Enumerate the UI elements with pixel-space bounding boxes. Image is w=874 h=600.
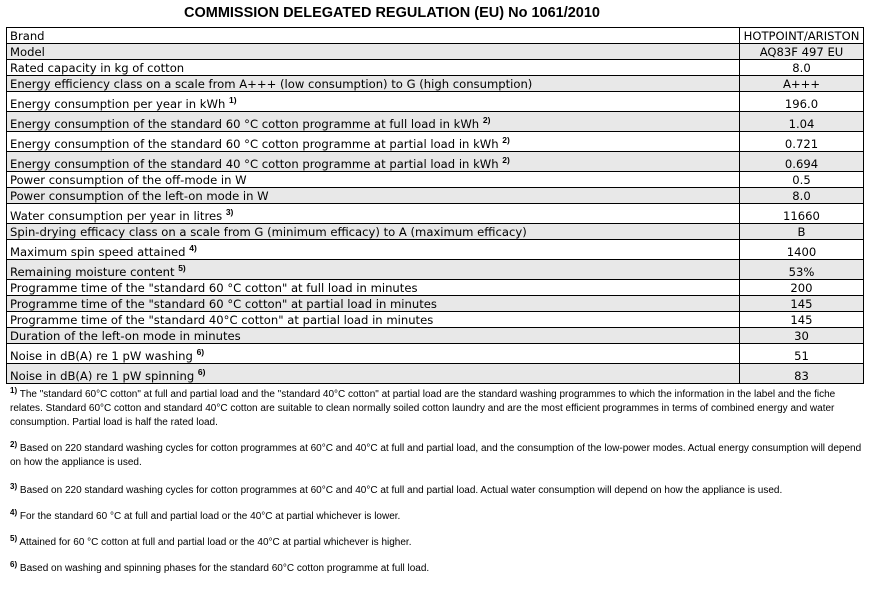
row-label-cell (7, 152, 740, 172)
row-label: Energy consumption of the standard 40 °C cotton programme at partial load in kWh (10, 157, 499, 171)
table-row (7, 60, 864, 76)
footnote (10, 484, 868, 498)
footnote-number: 1) (10, 386, 18, 395)
row-label: Energy consumption of the standard 60 °C cotton programme at partial load in kWh (10, 137, 499, 151)
table-row (7, 76, 864, 92)
row-label-cell (7, 280, 740, 296)
row-label: Programme time of the "standard 60 °C cotton" at full load in minutes (10, 281, 418, 295)
footnote (10, 562, 868, 576)
table-row (7, 240, 864, 260)
footnote-marker: 2) (482, 115, 491, 125)
row-label-cell (7, 260, 740, 280)
row-label-cell (7, 344, 740, 364)
row-label: Duration of the left-on mode in minutes (10, 329, 241, 343)
row-label: Rated capacity in kg of cotton (10, 61, 185, 75)
footnote (10, 388, 868, 430)
footnote-number: 5) (10, 534, 18, 543)
table-row (7, 312, 864, 328)
row-label-cell (7, 328, 740, 344)
footnote-text: Attained for 60 °C cotton at full and partial load or the 40°C at partial whichever is higher. (19, 537, 412, 548)
row-value: AQ83F 497 EU (740, 44, 864, 60)
table-row (7, 112, 864, 132)
row-value: 83 (740, 364, 864, 384)
row-label: Power consumption of the left-on mode in W (10, 189, 269, 203)
row-label-cell (7, 44, 740, 60)
row-label: Programme time of the "standard 60 °C cotton" at partial load in minutes (10, 297, 437, 311)
row-label: Noise in dB(A) re 1 pW spinning (10, 369, 195, 383)
table-row (7, 364, 864, 384)
row-label-cell (7, 296, 740, 312)
footnote (10, 442, 868, 470)
row-value: 53% (740, 260, 864, 280)
row-label-cell (7, 112, 740, 132)
row-value: HOTPOINT/ARISTON (740, 28, 864, 44)
footnote-text: Based on 220 standard washing cycles for cotton programmes at 60°C and 40°C at full and partial load. Actual water consumption will depend on how the appliance is used. (19, 485, 783, 496)
footnote-marker: 1) (229, 95, 237, 105)
row-value: 200 (740, 280, 864, 296)
footnote-text: For the standard 60 °C at full and partial load or the 40°C at partial whichever is lower. (19, 511, 401, 522)
row-label: Water consumption per year in litres (10, 209, 223, 223)
row-value: 0.694 (740, 152, 864, 172)
row-label-cell (7, 188, 740, 204)
table-row (7, 280, 864, 296)
footnote-marker: 2) (502, 155, 510, 165)
table-row (7, 260, 864, 280)
row-label: Energy efficiency class on a scale from A+++ (low consumption) to G (high consumption) (10, 77, 533, 91)
row-label: Power consumption of the off-mode in W (10, 173, 247, 187)
table-row (7, 296, 864, 312)
row-label-cell (7, 364, 740, 384)
row-label-cell (7, 224, 740, 240)
row-label-cell (7, 28, 740, 44)
footnote-number: 2) (10, 440, 18, 449)
footnote-text: The "standard 60°C cotton" at full and partial load and the "standard 40°C cotton" at partial load are the standard washing programmes to which the information in the label and the fiche relates. Standard 60°C cotton and standard 40°C cotton are suitable to clean normally soiled cotton laundry and are the most efficient programmes in terms of combined energy and water consumption. Partial load is half the rated load. (10, 389, 836, 428)
row-label: Programme time of the "standard 40°C cotton" at partial load in minutes (10, 313, 434, 327)
table-row (7, 344, 864, 364)
footnote-marker: 4) (189, 243, 197, 253)
row-label-cell (7, 132, 740, 152)
product-fiche-table (6, 27, 864, 384)
row-label-cell (7, 172, 740, 188)
row-value: A+++ (740, 76, 864, 92)
row-value: 8.0 (740, 60, 864, 76)
row-label-cell (7, 312, 740, 328)
footnote (10, 536, 868, 550)
footnote-marker: 2) (502, 135, 510, 145)
footnote-marker: 3) (225, 207, 234, 217)
row-value: 51 (740, 344, 864, 364)
table-row (7, 204, 864, 224)
row-label: Energy consumption of the standard 60 °C cotton programme at full load in kWh (10, 117, 480, 131)
row-value: 1400 (740, 240, 864, 260)
document-title: COMMISSION DELEGATED REGULATION (EU) No 1061/2010 (184, 5, 600, 21)
table-row (7, 188, 864, 204)
footnote-number: 6) (10, 560, 18, 569)
table-row (7, 132, 864, 152)
footnote-number: 4) (10, 508, 18, 517)
footnote-text: Based on washing and spinning phases for the standard 60°C cotton programme at full load. (19, 563, 430, 574)
footnote-marker: 6) (197, 367, 206, 377)
row-label: Energy consumption per year in kWh (10, 97, 226, 111)
footnote-marker: 5) (178, 263, 186, 273)
row-label-cell (7, 92, 740, 112)
row-value: 196.0 (740, 92, 864, 112)
row-value: 0.5 (740, 172, 864, 188)
row-label: Maximum spin speed attained (10, 245, 186, 259)
row-value: B (740, 224, 864, 240)
table-row (7, 328, 864, 344)
row-value: 145 (740, 296, 864, 312)
row-value: 30 (740, 328, 864, 344)
table-row (7, 172, 864, 188)
footnote (10, 510, 868, 524)
row-label: Noise in dB(A) re 1 pW washing (10, 349, 193, 363)
row-value: 0.721 (740, 132, 864, 152)
footnote-text: Based on 220 standard washing cycles for cotton programmes at 60°C and 40°C at full and partial load, and the consumption of the low-power modes. Actual energy consumption will depend on how the appliance is used. (10, 443, 862, 468)
row-value: 11660 (740, 204, 864, 224)
row-label-cell (7, 240, 740, 260)
row-value: 145 (740, 312, 864, 328)
row-label: Remaining moisture content (10, 265, 175, 279)
row-label: Spin-drying efficacy class on a scale from G (minimum efficacy) to A (maximum efficacy) (10, 225, 527, 239)
row-label-cell (7, 204, 740, 224)
table-row (7, 44, 864, 60)
row-label: Brand (10, 29, 45, 43)
row-label-cell (7, 76, 740, 92)
table-row (7, 224, 864, 240)
footnote-marker: 6) (196, 347, 205, 357)
row-value: 8.0 (740, 188, 864, 204)
row-label-cell (7, 60, 740, 76)
footnote-number: 3) (10, 482, 18, 491)
table-row (7, 28, 864, 44)
table-row (7, 92, 864, 112)
table-row (7, 152, 864, 172)
row-value: 1.04 (740, 112, 864, 132)
row-label: Model (10, 45, 45, 59)
